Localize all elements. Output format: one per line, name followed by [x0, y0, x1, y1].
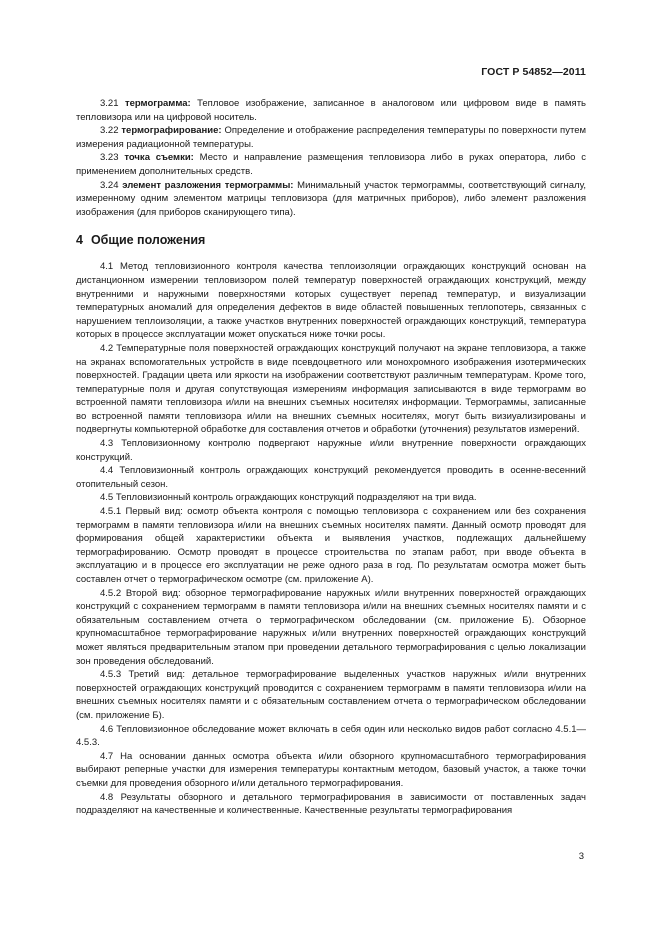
paragraph-4-8: 4.8 Результаты обзорного и детального термографирования в зависимости от поставленных задач подразделяют на качественные и количественные. Качественные результаты термографирования	[76, 791, 586, 817]
paragraph-4-3: 4.3 Тепловизионному контролю подвергают наружные и/или внутренние поверхности ограждающих конструкций.	[76, 438, 586, 463]
paragraph-4-7: 4.7 На основании данных осмотра объекта и/или обзорного крупномасштабного термографирования выбирают реперные участки для измерения температуры контактным методом, базовый участок, а также точки съемки для проведения обзорного и/или детального термографирования.	[76, 750, 586, 789]
paragraph-4-4: 4.4 Тепловизионный контроль ограждающих конструкций рекомендуется проводить в осенне-весенний отопительный сезон.	[76, 465, 586, 490]
page-content	[76, 97, 586, 818]
paragraph-4-5-3: 4.5.3 Третий вид: детальное термографирование выделенных участков наружных и/или внутренних поверхностей ограждающих конструкций проводится с сохранением термограмм в памяти тепловизора и/или на внешних съемных носителях памяти и с обязательным составлением отчета о термографическом обследовании (см. приложение Б).	[76, 669, 586, 721]
definition-3-24: 3.24 элемент разложения термограммы: Минимальный участок термограммы, соответствующий сигналу, измеренному одним элементом матрицы тепловизора (для матричных приборов), либо элемент разложения изображения (для приборов сканирующего типа).	[76, 179, 587, 218]
paragraph-4-5: 4.5 Тепловизионный контроль ограждающих конструкций подразделяют на три вида.	[100, 492, 477, 504]
paragraph-4-2: 4.2 Температурные поля поверхностей ограждающих конструкций получают на экране тепловизора, а также на экранах вспомогательных устройств в виде псевдоцветного или монохромного изображения изотермических поверхностей. Градации цвета или яркости на изображении соответствуют различным температурам. Кроме того, температурные поля и другая сопутствующая измерениям информация записываются в виде термограмм во встроенной памяти тепловизора и/или на внешних съемных носителях информации. Термограммы, записанные во встроенной памяти тепловизора и/или на внешних съемных носителях, могут быть визиуализированы и подвергнуты компьютерной обработке для составления отчетов и обработки (уточнения) результатов измерений.	[76, 342, 586, 436]
paragraph-4-5-1: 4.5.1 Первый вид: осмотр объекта контроля с помощью тепловизора с сохранением или без сохранения термограмм в памяти тепловизора и/или на внешних съемных носителях памяти. Данный осмотр проводят для формирования общей характеристики объекта и выявления участков, подлежащих дальнейшему термографированию. Осмотр проводят в процессе строительства по этапам работ, при вводе объекта в эксплуатацию и в процессе его эксплуатации не реже одного раза в год. По результатам осмотра может быть составлен отчет о термографическом осмотре (см. приложение А).	[76, 506, 586, 585]
section-heading: 4 Общие положения	[76, 233, 206, 248]
paragraph-4-1: 4.1 Метод тепловизионного контроля качества теплоизоляции ограждающих конструкций основан на дистанционном измерении тепловизором полей температур поверхностей ограждающих конструкций, между внутренними и наружными поверхностями которых существует перепад температур, и визуализации температурных аномалий для определения дефектов в виде областей повышенных теплопотерь, связанных с нарушением теплоизоляции, а также участков внутренних поверхностей ограждающих конструкций, температура которых в процессе эксплуатации может опускаться ниже точки росы.	[76, 261, 586, 341]
paragraph-4-6: 4.6 Тепловизионное обследование может включать в себя один или несколько видов работ согласно 4.5.1—4.5.3.	[76, 723, 586, 749]
definition-3-21: 3.21 термограмма: Тепловое изображение, записанное в аналоговом или цифровом виде в память тепловизора или на цифровой носитель.	[76, 98, 587, 123]
page-number: 3	[578, 851, 584, 862]
definition-3-23: 3.23 точка съемки: Место и направление размещения тепловизора либо в руках оператора, либо с применением дополнительных средств.	[76, 152, 587, 177]
document-header: ГОСТ Р 54852—2011	[481, 66, 586, 78]
definition-3-22: 3.22 термографирование: Определение и отображение распределения температуры по поверхности путем измерения радиационной температуры.	[76, 125, 587, 150]
paragraph-4-5-2: 4.5.2 Второй вид: обзорное термографирование наружных и/или внутренних поверхностей ограждающих конструкций с сохранением термограмм в памяти тепловизора и/или на внешних съемных носителях памяти и с обязательным составлением отчета о термографическом обследовании (см. приложение Б). Обзорное крупномасштабное термографирование наружных и/или внутренних поверхностей ограждающих конструкций может являться предварительным этапом при проведении детального термографирования с целью локализации зон проведения обследований.	[76, 587, 586, 667]
